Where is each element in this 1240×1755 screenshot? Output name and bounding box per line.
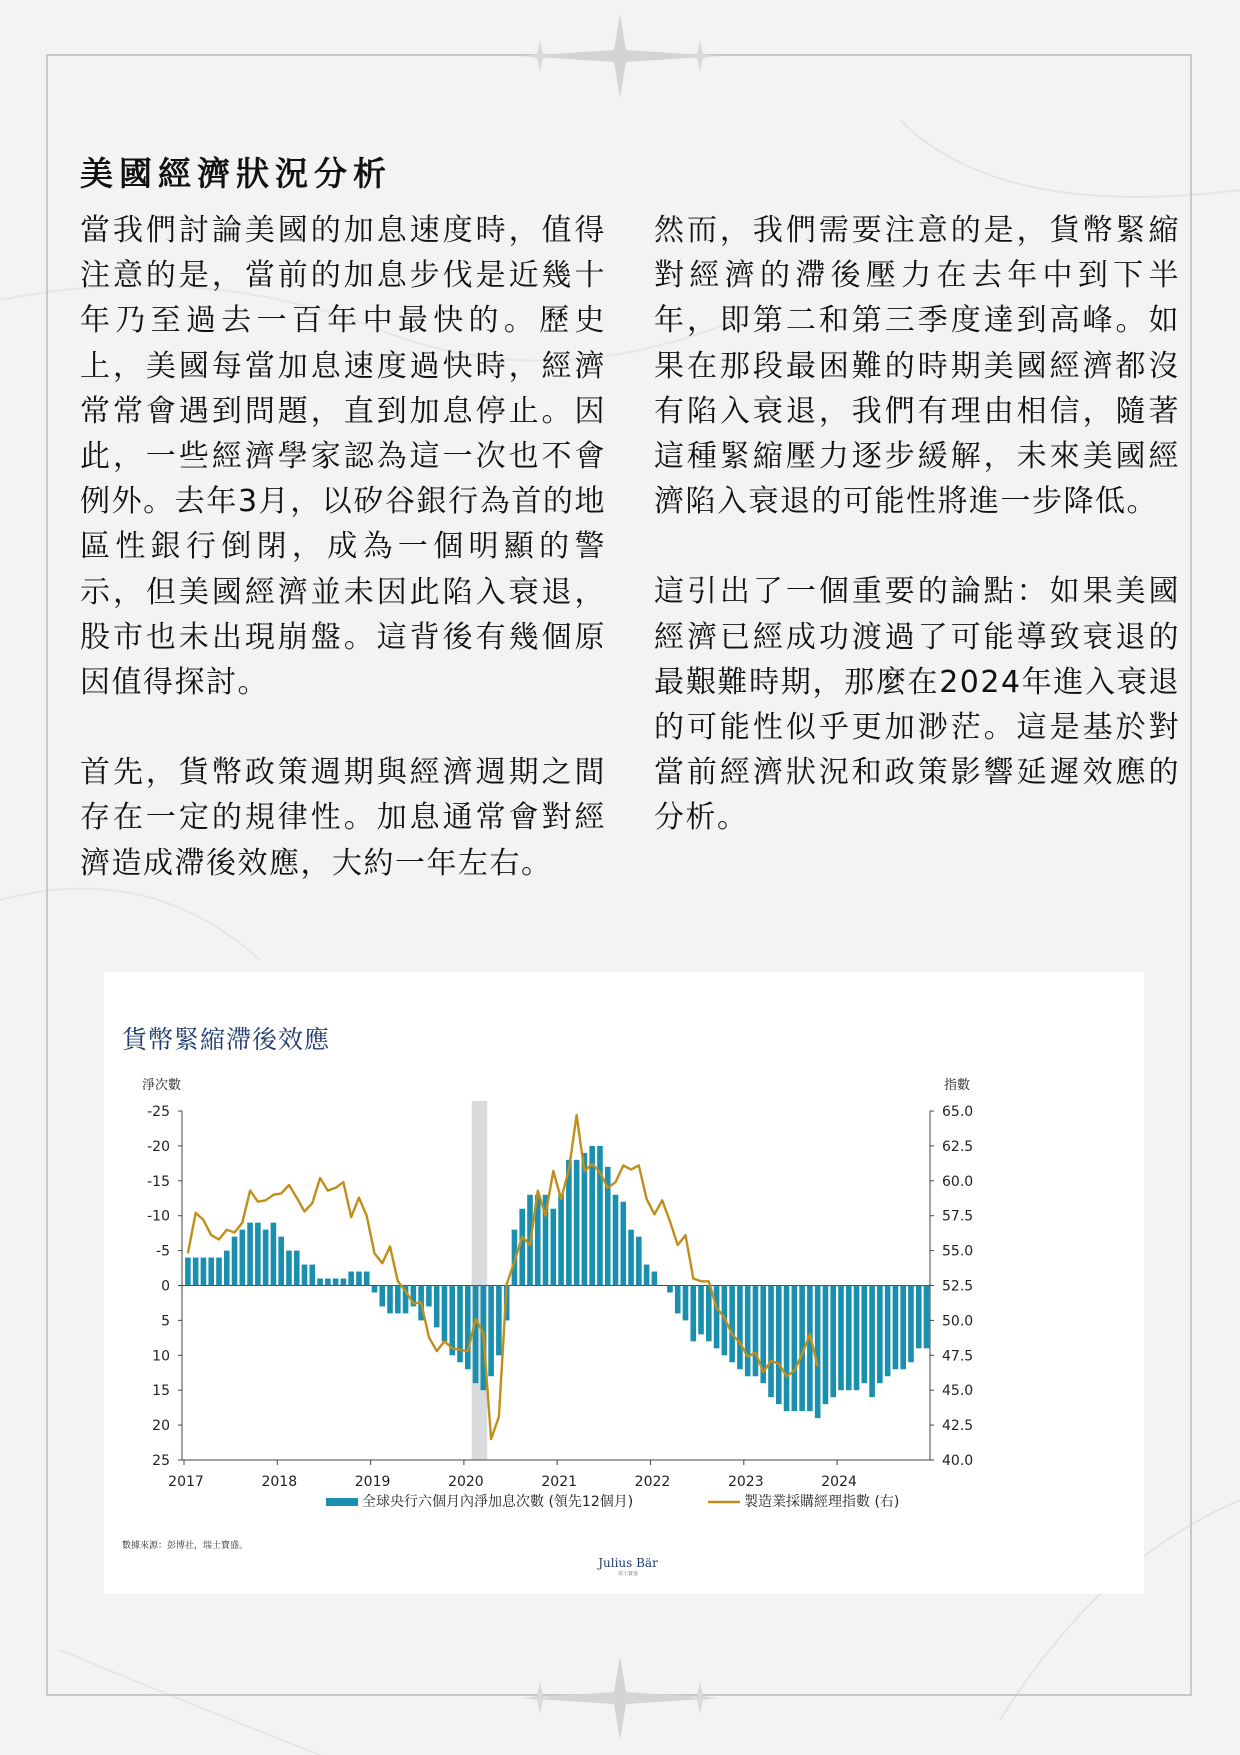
x-tick-label: 2021 [541,1474,578,1490]
chart-bar [815,1286,821,1419]
chart-bar [683,1286,689,1321]
chart-bar [255,1223,261,1286]
chart-bar [348,1272,354,1286]
chart-bar [675,1286,681,1314]
left-tick-label: 5 [161,1313,170,1330]
right-tick-label: 65.0 [942,1104,974,1120]
chart-bar [784,1286,790,1412]
legend-label-line: 製造業採購經理指數 (右) [744,1494,900,1510]
right-tick-label: 52.5 [942,1278,974,1295]
x-tick-label: 2017 [168,1474,204,1490]
x-tick-label: 2023 [727,1474,764,1490]
left-tick-label: -25 [147,1104,170,1120]
brand-logo [588,1556,668,1577]
left-tick-label: -20 [147,1138,170,1155]
chart-bar [449,1286,455,1356]
chart-bar [620,1202,626,1286]
left-tick-label: 10 [152,1348,170,1365]
chart-bar [729,1286,735,1363]
chart-bar [877,1286,883,1384]
chart-bar [473,1286,479,1384]
chart-bar [636,1237,642,1286]
legend-label-bars: 全球央行六個月內淨加息次數 (領先12個月) [362,1494,634,1510]
chart-bar [869,1286,875,1398]
chart-bar [208,1258,214,1286]
right-tick-label: 57.5 [942,1208,974,1225]
x-tick-label: 2022 [634,1474,671,1490]
paragraph: 當我們討論美國的加息速度時，值得注意的是，當前的加息步伐是近幾十年乃至過去一百年中最快的。歷史上，美國每當加息速度過快時，經濟常常會遇到問題，直到加息停止。因此，一些經濟學家認為這一次也不會例外。去年3月，以矽谷銀行為首的地區性銀行倒閉，成為一個明顯的警示，但美國經濟並未因此陷入衰退，股市也未出現崩盤。這背後有幾個原因值得探討。 [80,213,606,701]
chart-bar [714,1286,720,1349]
chart-bar [434,1286,440,1328]
left-tick-label: -5 [156,1243,170,1260]
chart-bar [768,1286,774,1398]
chart-bar [776,1286,782,1405]
right-axis-label: 指數 [944,1078,971,1093]
right-tick-label: 55.0 [942,1243,974,1260]
chart-bar [325,1279,331,1286]
left-tick-label: -15 [147,1173,170,1190]
shaded-period [472,1101,488,1460]
chart-bar [286,1251,292,1286]
chart-bar [185,1258,191,1286]
chart-bar [317,1279,323,1286]
chart-bar [753,1286,759,1377]
chart-bar [294,1251,300,1286]
chart-bar [488,1286,494,1377]
chart-bar [201,1258,207,1286]
chart-bar [263,1230,269,1286]
chart-bar [582,1153,588,1286]
chart-bar [558,1195,564,1286]
left-tick-label: 0 [161,1278,170,1295]
chart-bar [628,1230,634,1286]
chart-bar [792,1286,798,1412]
top-star-ornament [515,10,725,102]
chart-bar [232,1237,238,1286]
chart-bar [597,1146,603,1286]
chart-bar [395,1286,401,1314]
chart-bar [216,1258,222,1286]
page-heading: 美國經濟狀況分析 [80,154,392,193]
chart-bar [706,1286,712,1342]
chart-bar [838,1286,844,1391]
chart-bar [519,1209,525,1286]
chart-bar [667,1286,673,1293]
left-axis-label: 淨次數 [142,1078,182,1093]
chart-bar [240,1230,246,1286]
chart-bar [496,1286,502,1356]
chart-bar [862,1286,868,1384]
chart-bar [698,1286,704,1335]
chart-bar [574,1160,580,1286]
chart-bar [551,1209,557,1286]
brand-subtitle: 瑞士寶盛 [617,1571,638,1577]
chart-source: 數據來源：彭博社，瑞士寶盛。 [122,1541,249,1551]
chart-bar [426,1286,432,1307]
chart-bar [309,1265,315,1286]
paragraph: 然而，我們需要注意的是，貨幣緊縮對經濟的滯後壓力在去年中到下半年，即第二和第三季度達到高峰。如果在那段最困難的時期美國經濟都沒有陷入衰退，我們有理由相信，隨著這種緊縮壓力逐步緩解，未來美國經濟陷入衰退的可能性將進一步降低。 [654,213,1180,520]
chart-bar [846,1286,852,1391]
x-tick-label: 2019 [354,1474,391,1490]
chart-bar [379,1286,385,1307]
chart-bar [193,1258,199,1286]
right-tick-label: 45.0 [942,1383,974,1400]
right-tick-label: 47.5 [942,1348,974,1365]
right-tick-label: 42.5 [942,1418,974,1435]
chart-bar [387,1286,393,1314]
left-tick-label: 20 [152,1418,170,1435]
chart-bar [302,1265,308,1286]
chart-bar [278,1237,284,1286]
left-column [80,208,606,931]
paragraph: 首先，貨幣政策週期與經濟週期之間存在一定的規律性。加息通常會對經濟造成滯後效應，大約一年左右。 [80,755,606,881]
chart-bar [356,1272,362,1286]
x-tick-label: 2018 [261,1474,298,1490]
chart-bar [830,1286,836,1398]
bottom-star-ornament [515,1652,725,1744]
chart-bar [690,1286,696,1342]
chart-bar [613,1195,619,1286]
chart-bar [854,1286,860,1391]
chart-bar [465,1286,471,1370]
chart-bar [271,1223,277,1286]
left-tick-label: -10 [147,1208,170,1225]
chart-bar [885,1286,891,1377]
chart-bar [364,1272,370,1286]
chart-bar [823,1286,829,1405]
right-tick-label: 40.0 [942,1453,974,1469]
chart-bar [247,1223,253,1286]
chart-bar [908,1286,914,1363]
chart-bar [916,1286,922,1349]
chart-bar [372,1286,378,1293]
chart-bar [807,1286,813,1412]
chart-bar [341,1279,347,1286]
chart-canvas [104,972,1144,1594]
right-tick-label: 50.0 [942,1313,974,1330]
right-tick-label: 62.5 [942,1138,974,1155]
legend-swatch-bars [326,1498,358,1506]
chart-title: 貨幣緊縮滯後效應 [122,1025,331,1054]
x-tick-label: 2020 [448,1474,484,1490]
chart-bar [224,1251,230,1286]
chart-bar [924,1286,930,1349]
chart-bar [644,1265,650,1286]
x-tick-label: 2024 [821,1474,857,1490]
right-column [654,208,1180,886]
brand-name: Julius Bär [598,1556,658,1570]
chart-figure [104,972,1144,1594]
chart-bar [442,1286,448,1342]
chart-bar [333,1279,339,1286]
chart-bar [737,1286,743,1370]
chart-bar [745,1286,751,1377]
paragraph: 這引出了一個重要的論點：如果美國經濟已經成功渡過了可能導致衰退的最艱難時期，那麼在2024年進入衰退的可能性似乎更加渺茫。這是基於對當前經濟狀況和政策影響延遲效應的分析。 [654,574,1180,836]
right-tick-label: 60.0 [942,1173,974,1190]
left-tick-label: 15 [152,1383,170,1400]
chart-bar [900,1286,906,1370]
chart-bar [652,1272,658,1286]
chart-bar [893,1286,899,1370]
left-tick-label: 25 [152,1453,170,1469]
